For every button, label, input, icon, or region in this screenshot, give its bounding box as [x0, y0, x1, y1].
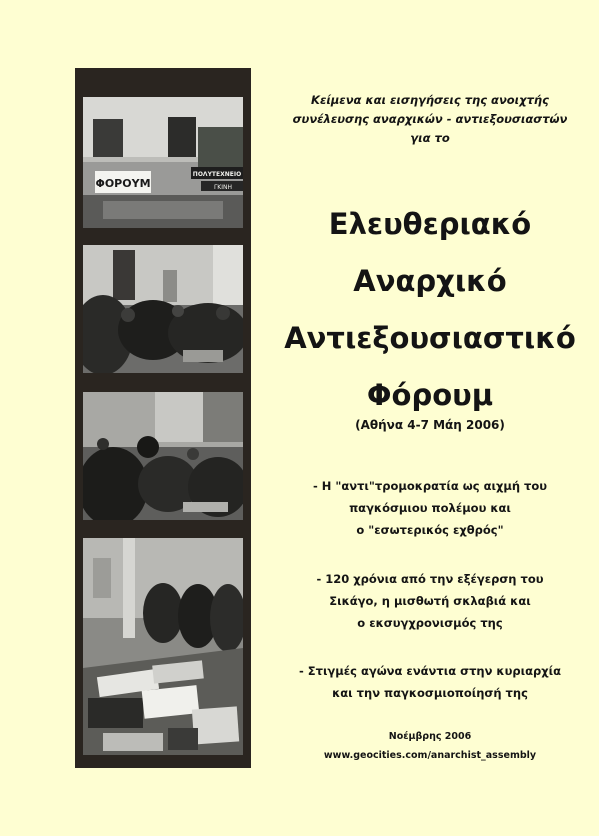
- topic-2-line-3: ο εκσυγχρονισμός της: [357, 616, 503, 630]
- intro-line-2: συνέλευσης αναρχικών - αντιεξουσιαστών: [292, 112, 568, 126]
- footer-date: Νοέμβρης 2006: [388, 731, 472, 742]
- banner-text-3: ΓΚΙΝΗ: [213, 184, 233, 191]
- photo-book-tables: [83, 538, 243, 755]
- title-line-1: Ελευθεριακό: [328, 207, 532, 241]
- title-line-3: Αντιεξουσιαστικό: [284, 321, 576, 355]
- banner-text: ΦΟΡΟΥΜ: [95, 177, 151, 190]
- topic-2-line-2: Σικάγο, η μισθωτή σκλαβιά και: [329, 594, 531, 608]
- main-title: [270, 196, 590, 424]
- intro-line-1: Κείμενα και εισηγήσεις της ανοιχτής: [311, 93, 549, 107]
- topic-3-line-1: - Στιγμές αγώνα ενάντια στην κυριαρχία: [298, 664, 562, 678]
- topic-1-line-2: παγκόσμιου πολέμου και: [349, 501, 511, 515]
- photo-crowd-hall: [83, 245, 243, 373]
- title-line-2: Αναρχικό: [353, 264, 507, 298]
- footer-url: www.geocities.com/anarchist_assembly: [323, 750, 537, 761]
- intro-text: [270, 91, 590, 148]
- photo-crowd-room: [83, 392, 243, 520]
- topic-2: [270, 568, 590, 634]
- title-line-4: Φόρουμ: [366, 378, 494, 412]
- topic-1-line-1: - Η "αντι"τρομοκρατία ως αιχμή του: [312, 479, 548, 493]
- photo-building-banner: [83, 97, 243, 228]
- photo-strip: [75, 68, 251, 768]
- footer: [270, 727, 590, 765]
- topic-3-line-2: και την παγκοσμιοποίησή της: [332, 686, 528, 700]
- intro-line-3: για το: [410, 131, 450, 145]
- topic-2-line-1: - 120 χρόνια από την εξέγερση του: [316, 572, 544, 586]
- topic-1: [270, 475, 590, 541]
- topic-3: [270, 660, 590, 704]
- banner-text-2: ΠΟΛΥΤΕΧΝΕΙΟ: [192, 171, 242, 178]
- event-dates: (Αθήνα 4-7 Μάη 2006): [355, 418, 505, 432]
- topic-1-line-3: ο "εσωτερικός εχθρός": [356, 523, 504, 537]
